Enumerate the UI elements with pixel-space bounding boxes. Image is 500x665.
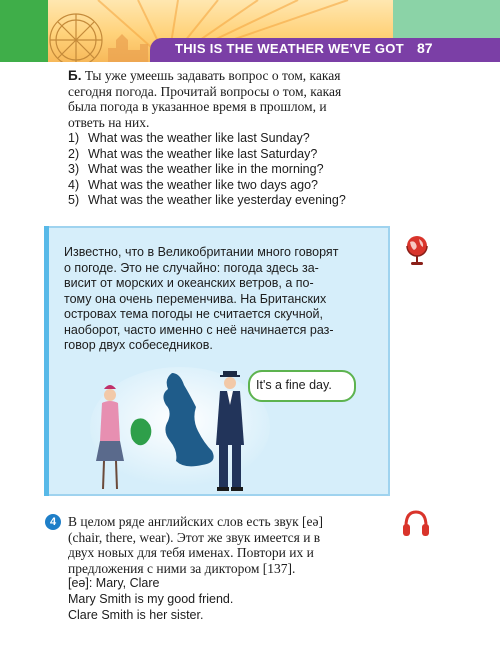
info-line: тому она очень переменчива. На Британских bbox=[64, 291, 327, 306]
task-4-line: двух новых для тебя именах. Повтори их и bbox=[68, 545, 314, 560]
globe-icon bbox=[404, 234, 430, 268]
task-4-line: предложения с ними за диктором [137]. bbox=[68, 560, 296, 576]
task-b-line-3: была погода в указанное время в прошлом, и bbox=[68, 99, 327, 114]
task-number-badge: 4 bbox=[45, 514, 61, 530]
info-line: о погоде. Это не случайно: погода здесь за- bbox=[64, 260, 319, 275]
list-item: 5) What was the weather like yesterday evening? bbox=[68, 193, 346, 207]
info-line: островах тема погоды не считается скучной, bbox=[64, 307, 324, 321]
page-header bbox=[0, 0, 500, 62]
example-sentence-1: Mary Smith is my good friend. bbox=[68, 592, 234, 606]
task-b-line-2: сегодня погода. Прочитай вопросы о том, какая bbox=[68, 83, 342, 99]
task-b-label: Б. bbox=[68, 68, 82, 83]
list-item: 4) What was the weather like two days ago? bbox=[68, 177, 318, 192]
example-sentence-2: Clare Smith is her sister. bbox=[68, 608, 204, 622]
task-4-instructions bbox=[68, 514, 390, 576]
task-b-line-4: ответь на них. bbox=[68, 114, 150, 130]
phonetic-line: [eə]: Mary, Clare bbox=[68, 576, 160, 590]
culture-info-text bbox=[64, 245, 367, 354]
task-4-line: В целом ряде английских слов есть звук [eə] bbox=[68, 514, 323, 529]
list-item: 3) What was the weather like in the morning? bbox=[68, 162, 324, 176]
speech-bubble-text: It's a fine day. bbox=[256, 378, 332, 392]
info-line: Известно, что в Великобритании много говорят bbox=[64, 245, 339, 259]
header-green-tab bbox=[0, 0, 48, 62]
page-number: 87 bbox=[417, 40, 433, 56]
info-line: висит от морских и океанских ветров, а по- bbox=[64, 276, 314, 290]
headphones-icon[interactable] bbox=[402, 508, 430, 538]
info-line: наоборот, часто именно с неё начинается раз- bbox=[64, 322, 334, 337]
info-box-accent-bar bbox=[44, 226, 49, 496]
task-b-line-1: Б. Ты уже умеешь задавать вопрос о том, какая bbox=[68, 68, 341, 83]
task-b-instructions bbox=[68, 68, 390, 130]
chapter-title: THIS IS THE WEATHER WE'VE GOT bbox=[175, 41, 404, 56]
task-4-line: (chair, there, wear). Этот же звук имеется и в bbox=[68, 529, 321, 545]
list-item: 1) What was the weather like last Sunday? bbox=[68, 131, 310, 145]
question-list bbox=[68, 131, 388, 209]
list-item: 2) What was the weather like last Saturday? bbox=[68, 146, 318, 161]
info-line: говор двух собеседников. bbox=[64, 338, 213, 352]
